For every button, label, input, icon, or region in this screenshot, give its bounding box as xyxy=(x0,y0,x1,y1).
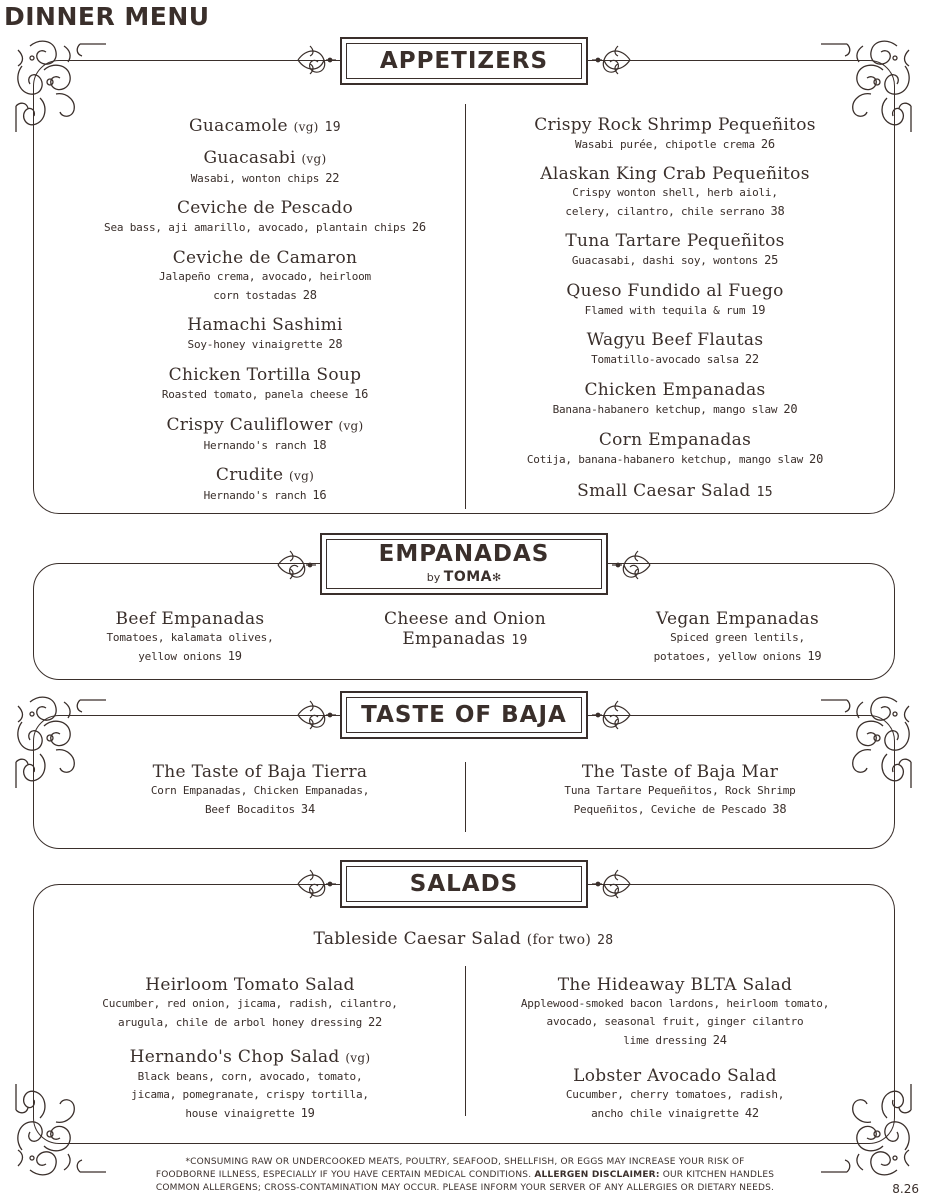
page-title: DINNER MENU xyxy=(4,2,210,31)
menu-item: Chicken Tortilla Soup Roasted tomato, panela cheese 16 xyxy=(161,365,369,401)
menu-item: Tableside Caesar Salad (for two) 28 xyxy=(313,929,614,949)
menu-item: The Taste of Baja Tierra Corn Empanadas, Chicken Empanadas, Beef Bocaditos 34 xyxy=(150,762,370,816)
menu-item: Lobster Avocado Salad Cucumber, cherry tomatoes, radish, ancho chile vinaigrette 42 xyxy=(565,1066,785,1120)
scroll-ornament-icon xyxy=(296,695,338,735)
baja-rule-right xyxy=(616,715,786,716)
menu-item: Guacamole (vg) 19 xyxy=(189,116,341,136)
allergen-footnote: *CONSUMING RAW OR UNDERCOOKED MEATS, POULTRY, SEAFOOD, SHELLFISH, OR EGGS MAY INCREASE YOUR RISK OF FOODBORNE ILLNESS, ESPECIALLY IF YOU HAVE CERTAIN MEDICAL CONDITIONS. ALLERGEN DISCLAIMER: OUR KITCHEN HANDLES COMMON ALLERGENS; CROSS-CONTAMINATION MAY OCCUR. PLEASE INFORM YOUR SERVER OF ANY ALLERGIES OR DIETARY NEEDS. xyxy=(155,1157,775,1193)
menu-item: Hernando's Chop Salad (vg) Black beans, corn, avocado, tomato, jicama, pomegranate, crispy tortilla, house vinaigrette 19 xyxy=(129,1047,371,1120)
menu-item: Beef Empanadas Tomatoes, kalamata olives, yellow onions 19 xyxy=(106,609,274,663)
scroll-ornament-icon xyxy=(590,864,632,904)
menu-item: The Taste of Baja Mar Tuna Tartare Pequeñitos, Rock Shrimp Pequeñitos, Ceviche de Pescado 38 xyxy=(564,762,796,816)
scroll-ornament-icon xyxy=(276,545,318,585)
scroll-ornament-icon xyxy=(296,40,338,80)
empanadas-banner xyxy=(320,533,608,595)
menu-item: The Hideaway BLTA Salad Applewood-smoked bacon lardons, heirloom tomato, avocado, seasonal fruit, ginger cilantro lime dressing 24 xyxy=(520,975,830,1047)
salads-banner xyxy=(340,860,588,908)
appetizers-heading: APPETIZERS xyxy=(379,47,549,74)
menu-item: Cheese and Onion Empanadas 19 xyxy=(384,609,546,649)
menu-item: Hamachi Sashimi Soy-honey vinaigrette 28 xyxy=(187,315,343,351)
scroll-ornament-icon xyxy=(590,40,632,80)
empanadas-heading: EMPANADAS xyxy=(378,541,550,567)
baja-rule-left xyxy=(140,715,310,716)
menu-item: Wagyu Beef Flautas Tomatillo-avocado salsa 22 xyxy=(586,330,764,366)
appetizers-rule-left xyxy=(140,60,310,61)
menu-item: Corn Empanadas Cotija, banana-habanero ketchup, mango slaw 20 xyxy=(526,430,824,466)
menu-item: Crispy Rock Shrimp Pequeñitos Wasabi purée, chipotle crema 26 xyxy=(534,115,816,151)
menu-version: 8.26 xyxy=(892,1182,919,1196)
empanadas-byline: by TOMA✻ xyxy=(426,569,502,585)
baja-banner xyxy=(340,691,588,739)
salads-rule-left xyxy=(140,884,310,885)
appetizers-banner xyxy=(340,37,588,85)
menu-item: Heirloom Tomato Salad Cucumber, red onion, jicama, radish, cilantro, arugula, chile de arbol honey dressing 22 xyxy=(102,975,398,1029)
menu-item: Alaskan King Crab Pequeñitos Crispy wonton shell, herb aioli, celery, cilantro, chile serrano 38 xyxy=(540,164,810,218)
menu-item: Queso Fundido al Fuego Flamed with tequila & rum 19 xyxy=(566,281,784,317)
salads-divider xyxy=(465,966,466,1116)
scroll-ornament-icon xyxy=(590,695,632,735)
baja-heading: TASTE OF BAJA xyxy=(361,701,567,728)
menu-item: Tuna Tartare Pequeñitos Guacasabi, dashi soy, wontons 25 xyxy=(565,231,785,267)
menu-item: Guacasabi (vg) Wasabi, wonton chips 22 xyxy=(190,148,340,185)
scroll-ornament-icon xyxy=(610,545,652,585)
appetizers-rule-right xyxy=(616,60,786,61)
menu-item: Ceviche de Camaron Jalapeño crema, avocado, heirloom corn tostadas 28 xyxy=(159,248,371,302)
menu-item: Crispy Cauliflower (vg) Hernando's ranch 18 xyxy=(166,415,364,452)
palm-icon: ✻ xyxy=(492,571,502,584)
menu-item: Crudite (vg) Hernando's ranch 16 xyxy=(203,465,327,502)
menu-item: Vegan Empanadas Spiced green lentils, potatoes, yellow onions 19 xyxy=(653,609,822,663)
menu-item: Ceviche de Pescado Sea bass, aji amarillo, avocado, plantain chips 26 xyxy=(104,198,426,234)
toma-logo: TOMA xyxy=(443,569,492,585)
salads-heading: SALADS xyxy=(409,870,519,897)
scroll-ornament-icon xyxy=(296,864,338,904)
menu-item: Small Caesar Salad 15 xyxy=(577,481,773,501)
menu-item: Chicken Empanadas Banana-habanero ketchup, mango slaw 20 xyxy=(552,380,798,416)
baja-divider xyxy=(465,762,466,832)
salads-rule-right xyxy=(616,884,786,885)
